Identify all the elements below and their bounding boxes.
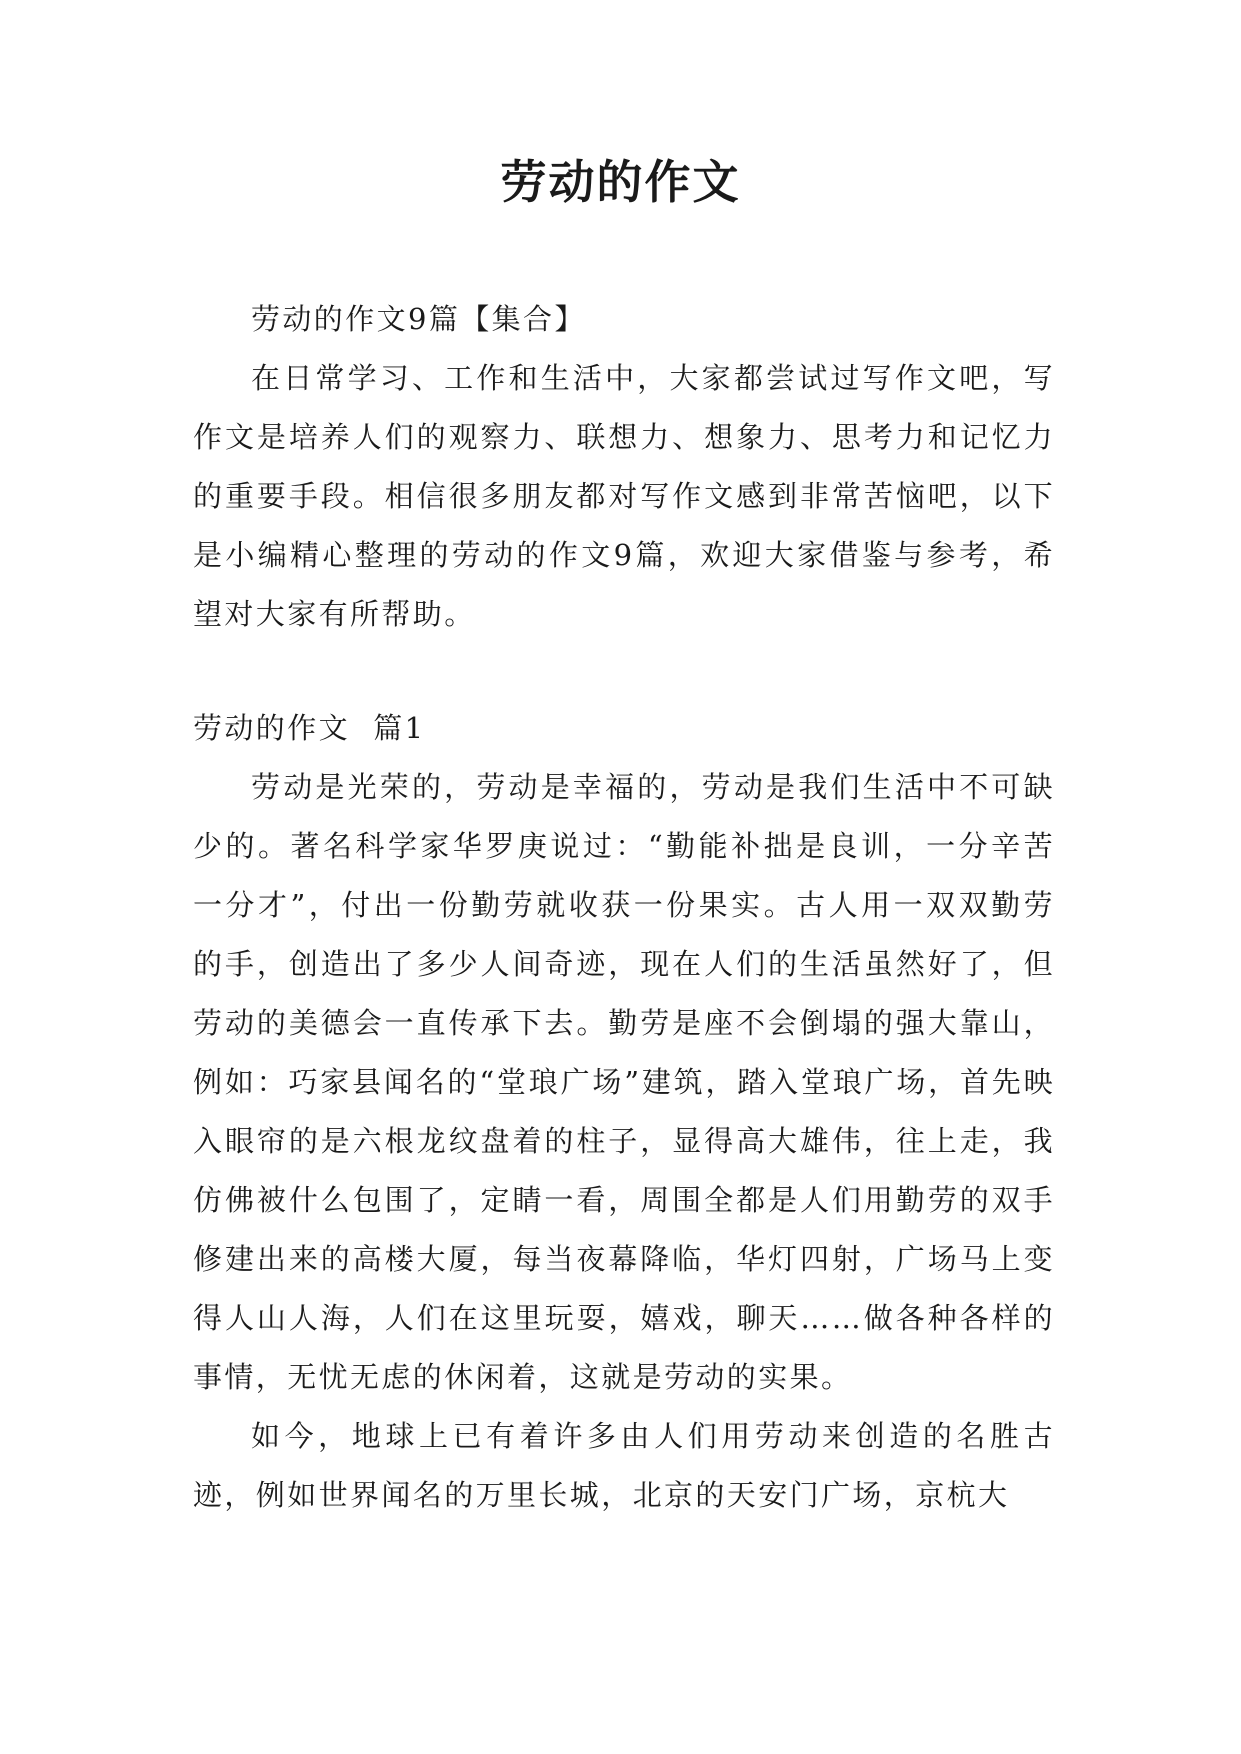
section-heading: 劳动的作文 篇1 — [193, 711, 426, 745]
section-gap — [193, 644, 1055, 699]
body-paragraph: 如今，地球上已有着许多由人们用劳动来创造的名胜古迹，例如世界闻名的万里长城，北京的天安门广场，京杭大 — [193, 1419, 1055, 1512]
intro-paragraph: 在日常学习、工作和生活中，大家都尝试过写作文吧，写作文是培养人们的观察力、联想力、想象力、思考力和记忆力的重要手段。相信很多朋友都对写作文感到非常苦恼吧，以下是小编精心整理的劳动的作文9篇，欢迎大家借鉴与参考，希望对大家有所帮助。 — [193, 361, 1055, 631]
document-title: 劳动的作文 — [500, 155, 741, 209]
body-paragraph: 劳动是光荣的，劳动是幸福的，劳动是我们生活中不可缺少的。著名科学家华罗庚说过：“勤能补拙是良训，一分辛苦一分才”，付出一份勤劳就收获一份果实。古人用一双双勤劳的手，创造出了多少人间奇迹，现在人们的生活虽然好了，但劳动的美德会一直传承下去。勤劳是座不会倒塌的强大靠山，例如：巧家县闻名的“堂琅广场”建筑，踏入堂琅广场，首先映入眼帘的是六根龙纹盘着的柱子，显得高大雄伟，往上走，我仿佛被什么包围了，定睛一看，周围全都是人们用勤劳的双手修建出来的高楼大厦，每当夜幕降临，华灯四射，广场马上变得人山人海，人们在这里玩耍，嬉戏，聊天……做各种各样的事情，无忧无虑的休闲着，这就是劳动的实果。 — [193, 770, 1055, 1394]
document-body — [193, 290, 1055, 1525]
document-subtitle: 劳动的作文9篇【集合】 — [251, 302, 586, 336]
